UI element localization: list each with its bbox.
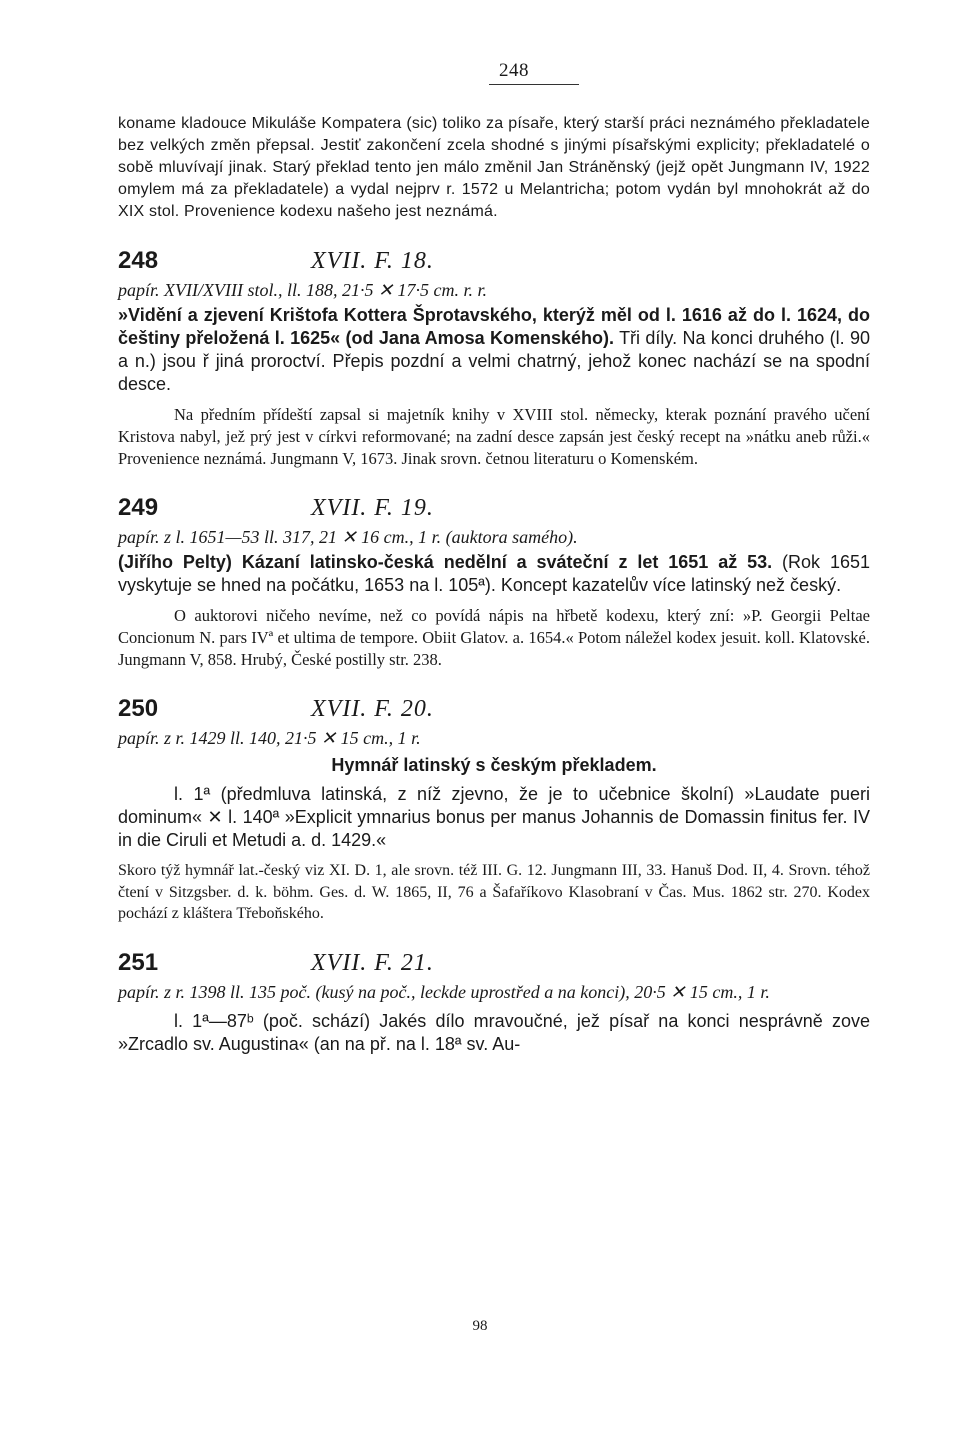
entry-title-bold: »Vidění a zjevení Krištofa Kottera Šprotavského, kterýž měl od l. 1616 až do l. 1624, do češtiny přeložená l. 1625« (od Jana Amosa Komenského). (118, 305, 870, 348)
entry-248 (118, 247, 870, 470)
entry-number: 250 (118, 695, 159, 722)
entry-note: Skoro týž hymnář lat.-český viz XI. D. 1, ale srovn. též III. G. 12. Jungmann III, 33. Hanuš Dod. II, 4. Srovn. téhož čtení v Sitzgsber. d. k. böhm. Ges. d. W. 1865, II, 76 a Šafaříkovo Klasobraní v Čas. Mus. 1862 str. 270. Kodex pochází z kláštera Třeboňského. (118, 862, 870, 922)
entry-title-rest: (Rok 1651 vyskytuje se hned na počátku, 1653 na l. 105ª). Koncept kazatelův více latinský než český. (118, 552, 870, 595)
entry-title (118, 304, 870, 396)
entry-signature: XVII. F. 21. (311, 949, 434, 976)
entry-title (118, 754, 870, 777)
entry-249 (118, 494, 870, 671)
entry-signature: XVII. F. 20. (311, 696, 434, 722)
entry-number: 249 (118, 494, 159, 521)
entry-heading (118, 695, 870, 723)
entry-signature: XVII. F. 18. (311, 248, 434, 274)
entry-number: 248 (118, 247, 159, 274)
entry-meta: papír. XVII/XVIII stol., ll. 188, 21·5 ✕ 17·5 cm. r. r. (118, 280, 488, 300)
entry-number: 251 (118, 948, 159, 976)
entry-title-bold: (Jiřího Pelty) Kázaní latinsko-česká nedělní a sváteční z let 1651 až 53. (118, 552, 773, 572)
entry-body: l. 1ª—87ᵇ (poč. schází) Jakés dílo mravoučné, jež písař na konci nesprávně zove »Zrcadlo sv. Augustina« (an na př. na l. 18ª sv. Au- (118, 1010, 870, 1054)
entry-heading (118, 949, 870, 977)
entry-meta: papír. z l. 1651—53 ll. 317, 21 ✕ 16 cm., 1 r. (auktora samého). (118, 527, 578, 547)
entry-note: Na předním přídeští zapsal si majetník knihy v XVIII stol. německy, kterak poznání pravého učení Kristova nabyl, jež prý jest v církvi reformované; na zadní desce zapsán jest český recept na »nátku aneb růži.« Provenience neznámá. Jungmann V, 1673. Jinak srovn. četnou literaturu o Komenském. (118, 405, 870, 468)
entry-251 (118, 949, 870, 1056)
intro-paragraph: koname kladouce Mikuláše Kompatera (sic) toliko za písaře, který starší práci neznámého překladatele bez velkých změn přepsal. Jestiť zakončení zcela shodné s jinými písařskými explicity; překladatelé o sobě mluvívají jinak. Starý překlad tento jen málo změnil Jan Stráněnský (jejž opět Jungmann IV, 1922 omylem má za překladatele) a vydal nejprv r. 1572 u Melantricha; potom vydán byl mnohokrát až do XIX stol. Provenience kodexu našeho jest neznámá. (118, 115, 870, 220)
entry-meta: papír. z r. 1398 ll. 135 poč. (kusý na poč., leckde uprostřed a na konci), 20·5 ✕ 15 cm., 1 r. (118, 981, 770, 1002)
entry-meta: papír. z r. 1429 ll. 140, 21·5 ✕ 15 cm., 1 r. (118, 728, 421, 748)
entry-title-bold: Hymnář latinský s českým překladem. (331, 755, 657, 775)
entry-body: l. 1ª (předmluva latinská, z níž zjevno, že je to učebnice školní) »Laudate pueri dominum« ✕ l. 140ª »Explicit ymnarius bonus per manus Johannis de Domassin finitus fer. IV in die Ciruli et Metudi a. d. 1429.« (118, 784, 870, 850)
running-page-number: 248 (499, 60, 529, 81)
entry-title-rest: Tři díly. Na konci druhého (l. 90 a n.) jsou ř jiná proroctví. Přepis pozdní a velmi chatrný, jehož konec nachází se na spodní desce. (118, 328, 870, 394)
entry-250 (118, 695, 870, 925)
footer-page-number: 98 (472, 1318, 488, 1334)
entry-signature: XVII. F. 19. (311, 495, 434, 521)
entry-heading (118, 247, 870, 275)
entry-title (118, 551, 870, 597)
header-rule (489, 84, 579, 85)
page-content (118, 60, 870, 1056)
entry-note: O auktorovi ničeho nevíme, než co povídá nápis na hřbetě kodexu, který zní: »P. Georgii Peltae Concionum N. pars IVª et ultima de tempore. Obiit Glatov. a. 1654.« Potom náležel kodex jesuit. koll. Klatovské. Jungmann V, 858. Hrubý, České postilly str. 238. (118, 606, 870, 669)
entry-heading (118, 494, 870, 522)
